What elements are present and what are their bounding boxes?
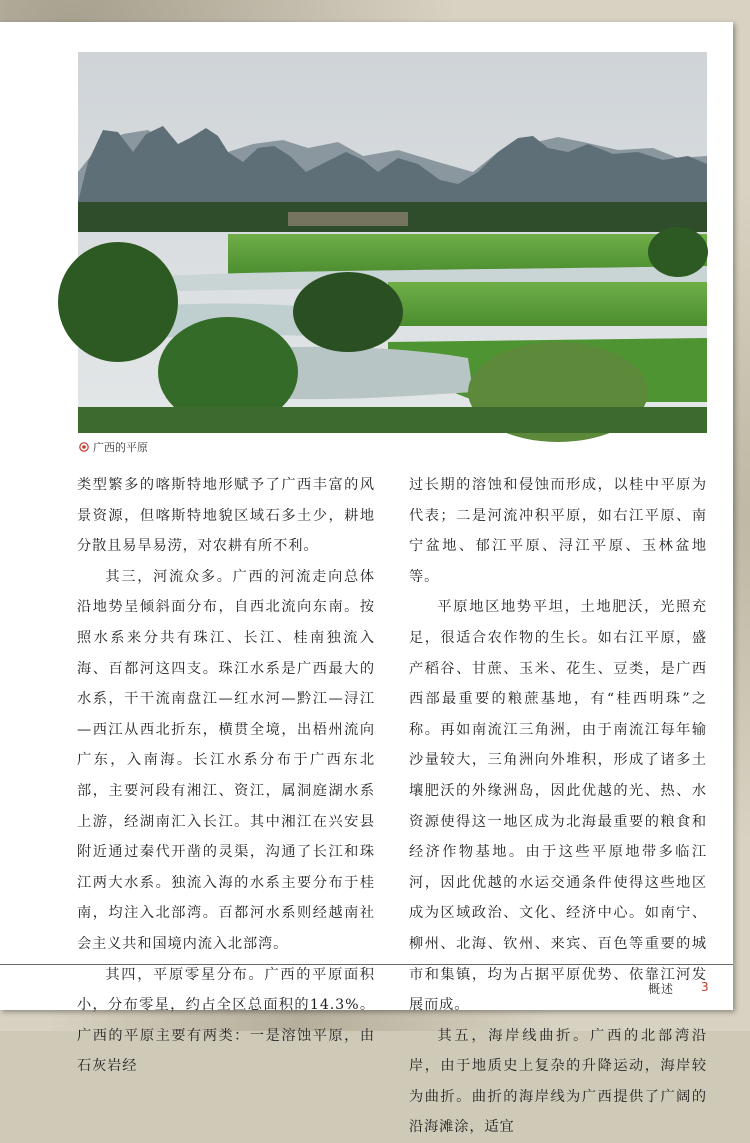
footer-rule — [0, 964, 733, 965]
caption-text: 广西的平原 — [93, 441, 148, 454]
paragraph: 过长期的溶蚀和侵蚀而形成，以桂中平原为代表；二是河流冲积平原，如右江平原、南宁盆地、郁江平原、浔江平原、玉林盆地等。 — [409, 477, 707, 585]
figure-caption — [79, 439, 148, 455]
page-number: 3 — [701, 980, 709, 994]
book-page — [0, 22, 733, 1136]
paragraph: 平原地区地势平坦，土地肥沃，光照充足，很适合农作物的生长。如右江平原，盛产稻谷、甘蔗、玉米、花生、豆类，是广西西部最重要的粮蔗基地，有“桂西明珠”之称。再如南流江三角洲，由于南流江每年输沙量较大，三角洲向外堆积，形成了诸多土壤肥沃的外缘洲岛，因此优越的光、热、水资源使得这一地区成为北海最重要的粮食和经济作物基地。由于这些平原地带多临江河，因此优越的水运交通条件使得这些地区成为区域政治、文化、经济中心。如南宁、柳州、北海、钦州、来宾、百色等重要的城市和集镇，均为占据平原优势、依靠江河发展而成。 — [409, 599, 707, 1014]
tree-cluster-far-right — [648, 227, 708, 277]
target-bullet-icon — [79, 442, 89, 452]
landscape-photo — [78, 52, 707, 433]
tree-cluster-left — [58, 242, 178, 362]
section-label: 概述 — [648, 982, 675, 996]
left-column — [77, 470, 375, 1082]
paragraph: 其五，海岸线曲折。广西的北部湾沿岸，由于地质史上复杂的升降运动，海岸较为曲折。曲折的海岸线为广西提供了广阔的沿海滩涂，适宜 — [409, 1027, 707, 1136]
foreground-bushes — [78, 407, 707, 433]
village — [288, 212, 408, 226]
right-column — [409, 470, 707, 1143]
paragraph: 其三，河流众多。广西的河流走向总体沿地势呈倾斜面分布，自西北流向东南。按照水系来分共有珠江、长江、桂南独流入海、百都河这四支。珠江水系是广西最大的水系，干干流南盘江—红水河—黔江—浔江—西江从西北折东，横贯全境，出梧州流向广东，入南海。长江水系分布于广西东北部，主要河段有湘江、资江，属洞庭湖水系上游，经湖南汇入长江。其中湘江在兴安县附近通过秦代开凿的灵渠，沟通了长江和珠江两大水系。独流入海的水系主要分布于桂南，均注入北部湾。百都河水系则经越南社会主义共和国境内流入北部湾。 — [77, 568, 375, 952]
tree-cluster-mid — [293, 272, 403, 352]
paragraph: 类型繁多的喀斯特地形赋予了广西丰富的风景资源，但喀斯特地貌区域石多土少，耕地分散且易旱易涝，对农耕有所不利。 — [77, 477, 375, 555]
middle-field — [388, 282, 707, 326]
paragraph: 其四，平原零星分布。广西的平原面积小，分布零星，约占全区总面积的14.3%。广西的平原主要有两类：一是溶蚀平原，由石灰岩经 — [77, 966, 375, 1075]
